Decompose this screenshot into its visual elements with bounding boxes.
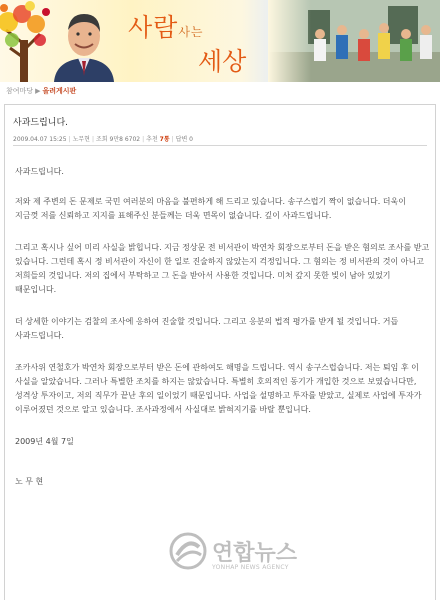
post-title: 사과드립니다. [13, 118, 69, 128]
post-paragraph-2: 그리고 혹시나 싶어 미리 사실을 밝힙니다. 지금 정상문 전 비서관이 박연차 회장으로부터 돈을 받은 혐의로 조사를 받고 있습니다. 그런데 혹시 정 비서관이 자신이 한 일로 진술하지 않았는지 걱정입니다. 그 혐의는 정 비서관의 것이 아니고 저희들의 것입니다. 저의 집에서 부탁하고 그 돈을 받아서 사용한 것입니다. 미처 갚지 못한 빚이 남아 있었기 때문입니다. [15, 243, 430, 294]
logo-text-small: 사는 [178, 25, 204, 39]
post-views: 조회 9만8 6702 [96, 136, 141, 143]
post-reply-count: 답변 0 [175, 136, 194, 143]
title-divider [13, 145, 427, 146]
breadcrumb-home[interactable]: 참여마당 [6, 87, 34, 95]
breadcrumb [6, 86, 76, 96]
children-photo [268, 0, 440, 82]
yonhap-logo-icon [168, 531, 208, 571]
post-recommend-count: 7통 [159, 136, 170, 143]
site-banner [0, 0, 440, 82]
post-recommend-label: 추천 [146, 136, 158, 143]
post-author[interactable]: 노무현 [72, 136, 90, 143]
watermark-name: 연합뉴스 [212, 541, 298, 566]
watermark-english: YONHAP NEWS AGENCY [212, 564, 289, 571]
post-datetime: 2009.04.07 15:25 [13, 136, 67, 143]
post-paragraph-3: 더 상세한 이야기는 검찰의 조사에 응하여 진술할 것입니다. 그리고 응분의 법적 평가를 받게 될 것입니다. 거듭 사과드립니다. [15, 317, 399, 340]
portrait-photo [50, 6, 118, 82]
yonhap-watermark [168, 527, 338, 587]
site-logo[interactable] [128, 8, 204, 44]
post-signature: 노 무 현 [15, 477, 44, 486]
post-paragraph-4: 조카사위 연철호가 박연차 회장으로부터 받은 돈에 관하여도 해명을 드립니다. 역시 송구스럽습니다. 저는 퇴임 후 이 사실을 알았습니다. 그러나 특별한 조치를 하지는 않았습니다. 특별히 호의적인 동기가 개입한 것으로 보였습니다만, 성격상 투자이고, 저의 직무가 끝난 후의 일이었기 때문입니다. 사업을 설명하고 투자를 받았고, 실제로 사업에 투자가 이루어졌던 것으로 알고 있습니다. 조사과정에서 사실대로 밝혀지기를 바랄 뿐입니다. [15, 363, 422, 414]
post-container [4, 104, 436, 600]
breadcrumb-current[interactable]: 올려게시판 [42, 87, 77, 95]
post-paragraph-1: 저와 제 주변의 돈 문제로 국민 여러분의 마음을 불편하게 해 드리고 있습니다. 송구스럽기 짝이 없습니다. 더욱이 지금껏 저를 신뢰하고 지지를 표해주신 분들께는 더욱 면목이 없습니다. 깊이 사과드립니다. [15, 197, 406, 220]
logo-text-1: 사람 [128, 13, 179, 42]
post-greeting: 사과드립니다. [15, 167, 64, 176]
post-body [15, 165, 430, 507]
post-date: 2009년 4월 7일 [15, 437, 74, 446]
post-meta: 2009.04.07 15:25 | 노무현 | 조회 9만8 6702 | 추천 7통 | 답변 0 [13, 136, 194, 143]
breadcrumb-arrow-icon: ▶ [35, 87, 41, 95]
logo-text-2: 세상 [198, 47, 247, 76]
